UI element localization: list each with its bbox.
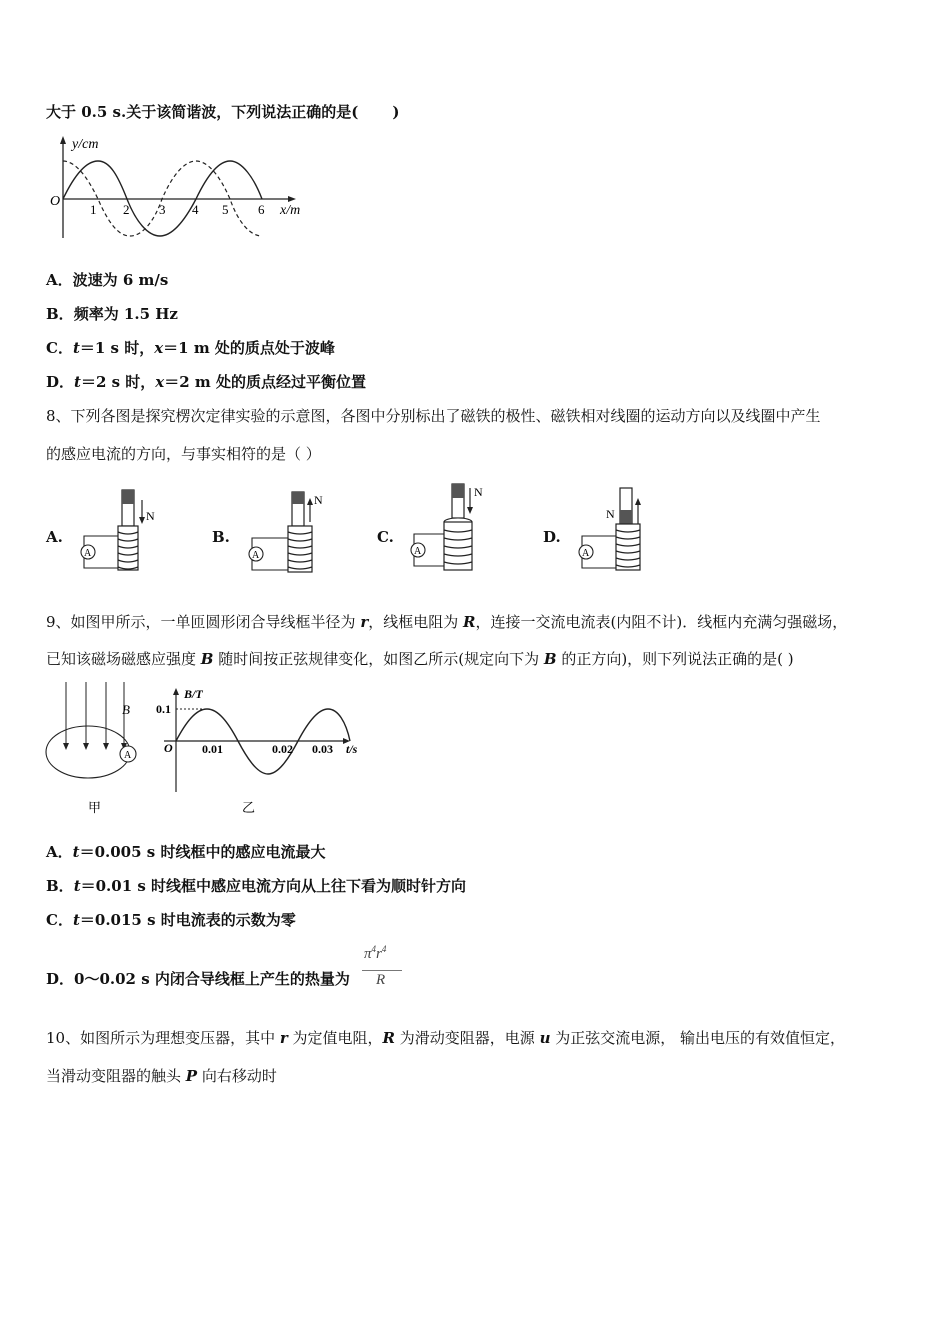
q9-option-d: D．0～0.02 s 内闭合导线框上产生的热量为 [46, 970, 350, 988]
q8-stem-line1: 8、下列各图是探究楞次定律实验的示意图，各图中分别标出了磁铁的极性、磁铁相对线圈的运动方向以及线圈中产生 [46, 407, 821, 425]
q8-diagram-c [410, 482, 520, 578]
svg-text:B/T: B/T [184, 687, 203, 701]
svg-text:0.1: 0.1 [156, 702, 171, 716]
q9-option-d-fraction: $\pi^4r^4$ R [362, 944, 404, 994]
q7-option-a: A．波速为 6 m/s [46, 271, 169, 289]
tick-5: 5 [222, 202, 229, 217]
svg-text:A: A [84, 548, 92, 559]
tick-1: 1 [90, 202, 97, 217]
svg-text:N: N [146, 509, 155, 523]
svg-text:A: A [124, 750, 132, 761]
svg-text:A: A [414, 546, 422, 557]
q7-option-d: D．t＝2 s 时，x＝2 m 处的质点经过平衡位置 [46, 373, 366, 391]
x-axis-label: x/m [280, 203, 301, 218]
q8-diagram-d [576, 484, 686, 578]
q8-diagram-b [244, 486, 354, 578]
svg-text:甲: 甲 [88, 800, 102, 815]
svg-text:N: N [314, 493, 323, 507]
q8-stem-line2: 的感应电流的方向，与事实相符的是（ ） [46, 445, 321, 463]
svg-text:0.01: 0.01 [202, 742, 223, 756]
q8-label-d: D. [543, 528, 561, 546]
q8-label-b: B. [212, 528, 230, 546]
q8-label-c: C. [377, 528, 394, 546]
svg-text:A: A [582, 548, 590, 559]
q9-option-b: B．t＝0.01 s 时线框中感应电流方向从上往下看为顺时针方向 [46, 877, 467, 895]
q10-line2: 当滑动变阻器的触头 P 向右移动时 [46, 1067, 277, 1085]
origin-label: O [50, 194, 61, 209]
svg-text:B: B [122, 702, 130, 717]
svg-text:N: N [606, 507, 615, 521]
q7-option-b: B．频率为 1.5 Hz [46, 305, 178, 323]
y-axis-label: y/cm [72, 137, 99, 152]
q9-stem-line1: 9、如图甲所示，一单匝圆形闭合导线框半径为 r，线框电阻为 R，连接一交流电流表(内阻不计)．线框内充满匀强磁场， [46, 613, 848, 631]
q8-diagram-a [78, 486, 188, 578]
q9-stem-line2: 已知该磁场磁感应强度 B 随时间按正弦规律变化，如图乙所示(规定向下为 B 的正方向)，则下列说法正确的是( ) [46, 650, 794, 668]
q9-option-c: C．t＝0.015 s 时电流表的示数为零 [46, 911, 296, 929]
q9-figure-yi [150, 682, 370, 822]
svg-text:t/s: t/s [346, 742, 358, 756]
q7-stem: 大于 0.5 s.关于该简谐波，下列说法正确的是( ) [46, 103, 400, 121]
tick-6: 6 [258, 202, 265, 217]
q9-figure-jia [44, 680, 154, 820]
svg-text:O: O [164, 741, 173, 755]
q7-wave-graph [40, 130, 320, 245]
q9-option-a: A．t＝0.005 s 时线框中的感应电流最大 [46, 843, 326, 861]
tick-2: 2 [123, 202, 130, 217]
svg-text:A: A [252, 550, 260, 561]
svg-text:0.02: 0.02 [272, 742, 293, 756]
svg-text:N: N [474, 485, 483, 499]
q8-label-a: A. [46, 528, 63, 546]
svg-text:0.03: 0.03 [312, 742, 333, 756]
svg-text:乙: 乙 [242, 800, 256, 815]
q7-option-c: C．t＝1 s 时，x＝1 m 处的质点处于波峰 [46, 339, 335, 357]
tick-3: 3 [159, 202, 166, 217]
q10-line1: 10、如图所示为理想变压器，其中 r 为定值电阻，R 为滑动变阻器，电源 u 为正弦交流电源， 输出电压的有效值恒定， [46, 1029, 846, 1047]
tick-4: 4 [192, 202, 199, 217]
